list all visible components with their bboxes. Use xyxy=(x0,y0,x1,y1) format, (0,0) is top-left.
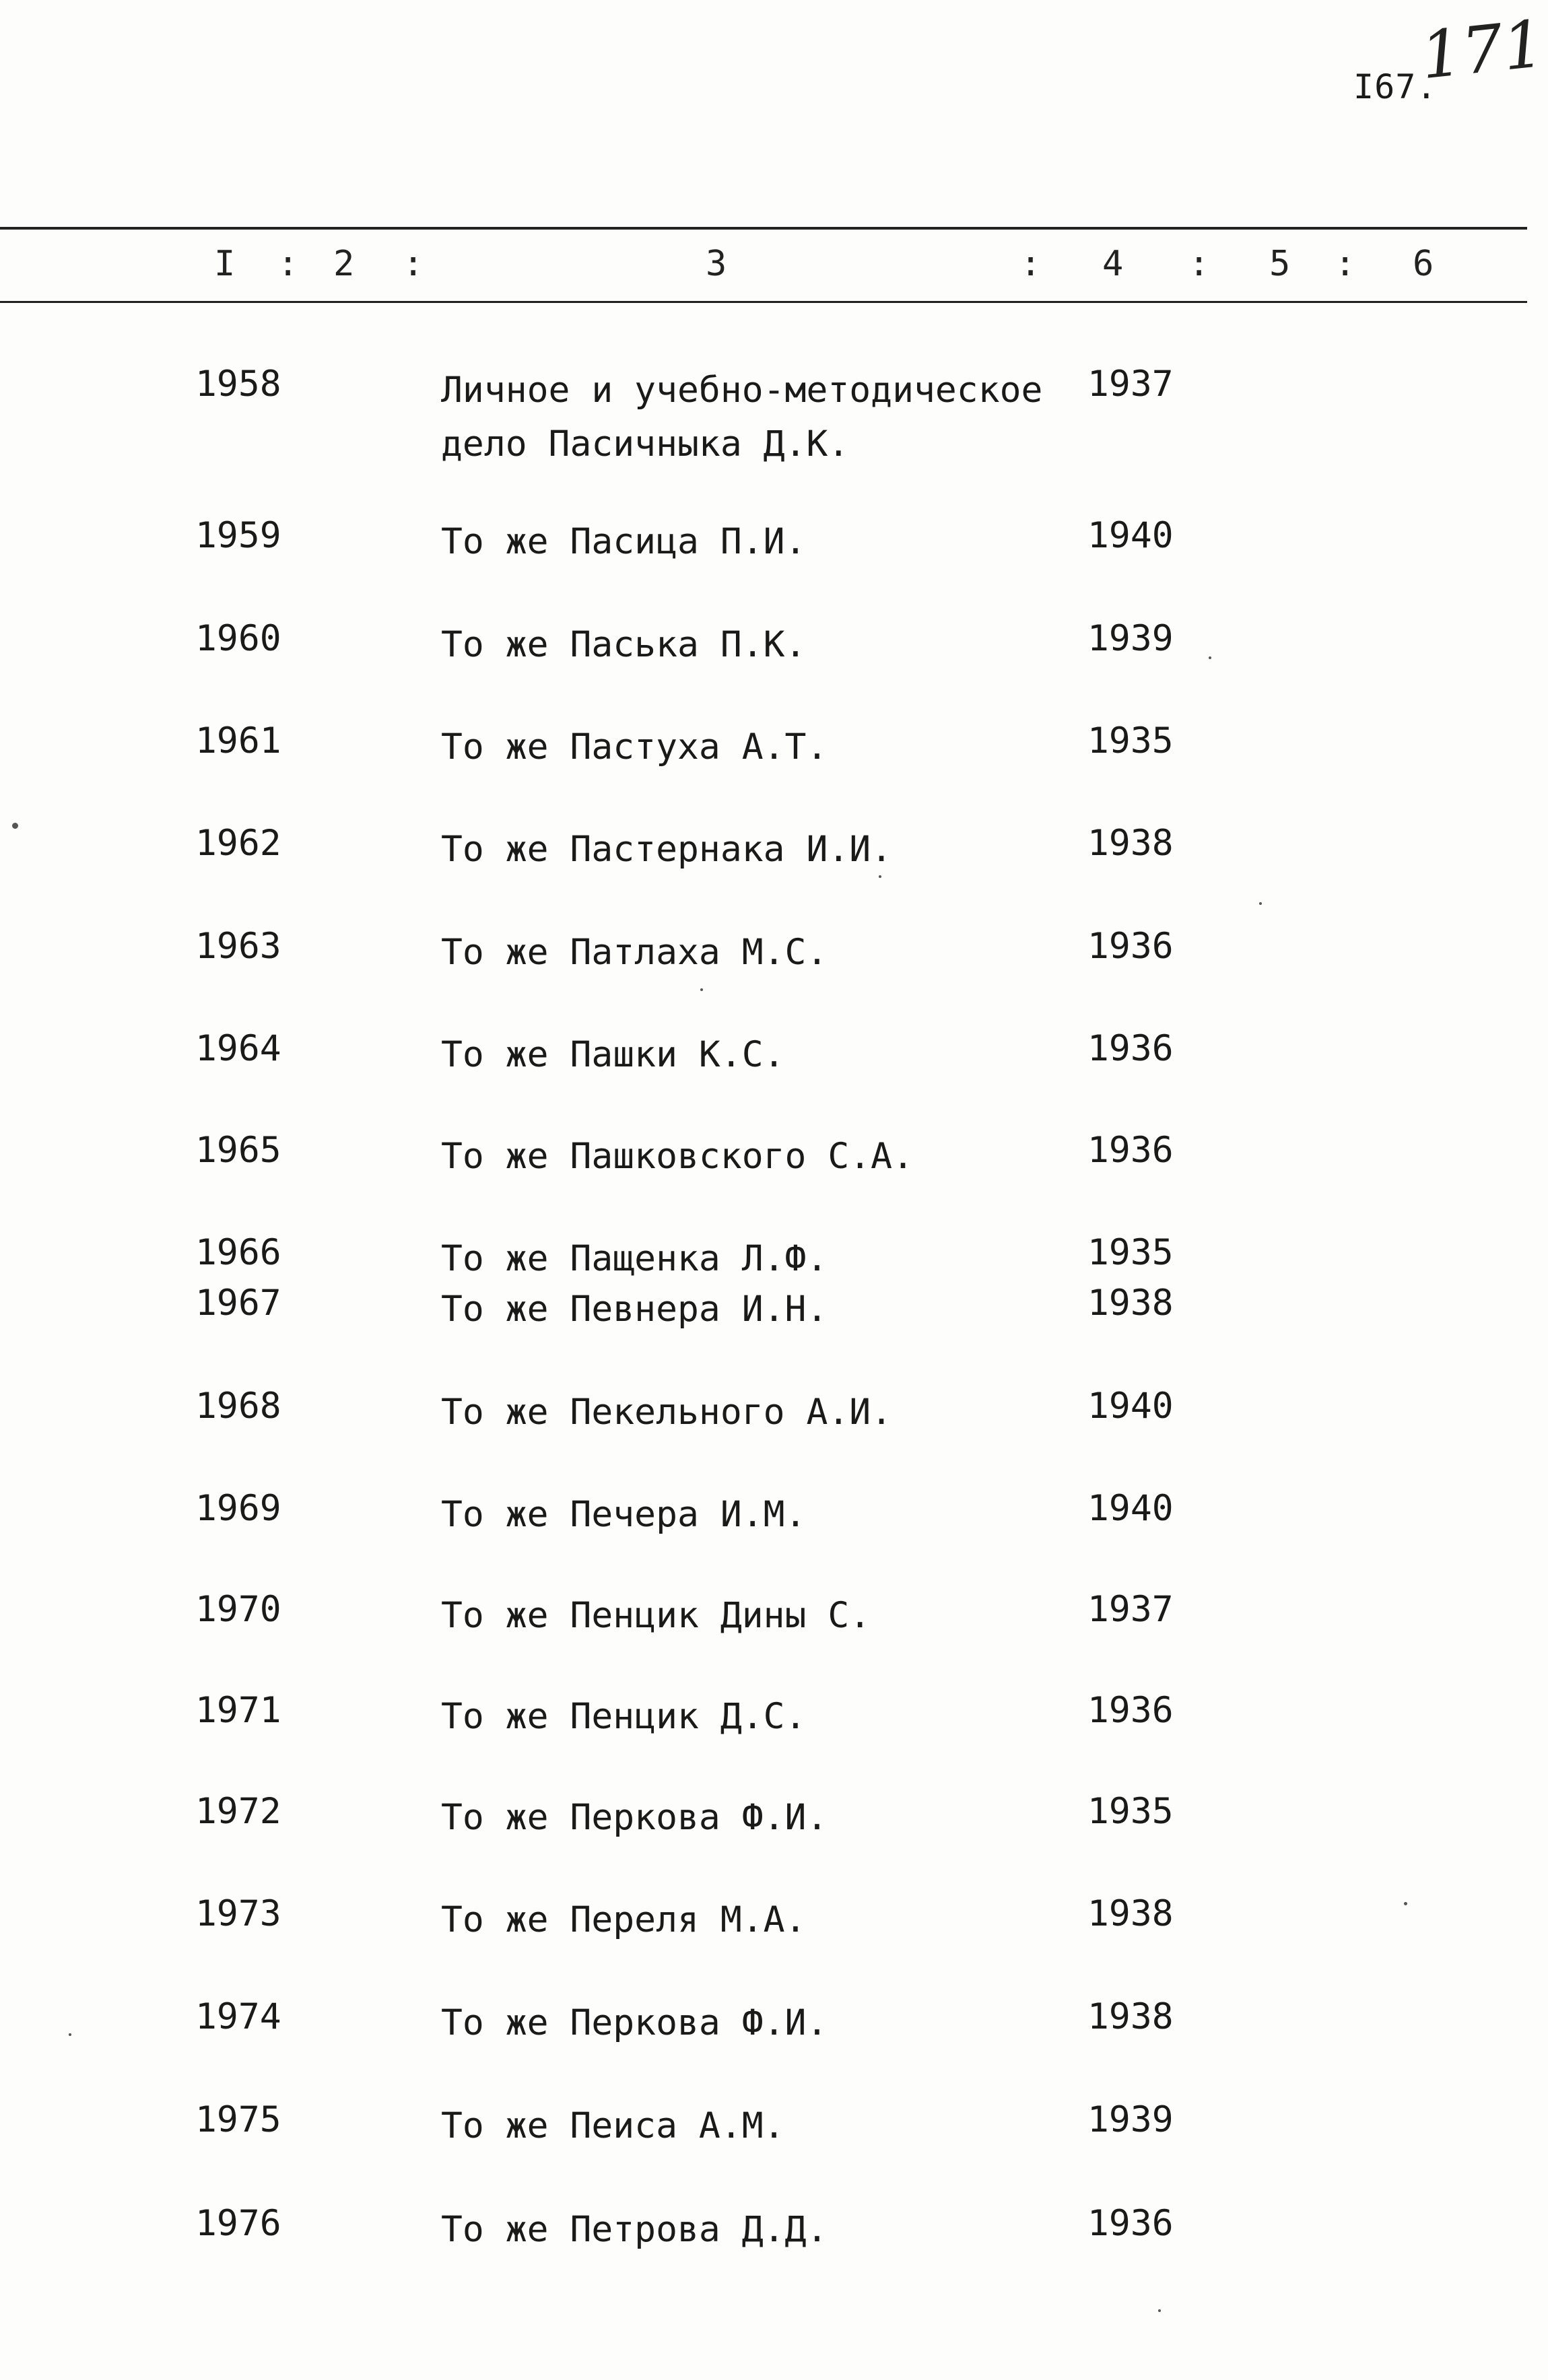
record-number: 1967 xyxy=(195,1283,281,1324)
header-col-4: 4 xyxy=(1102,244,1124,284)
record-number: 1974 xyxy=(195,1996,281,2037)
record-title-line: То же Пенцик Дины С. xyxy=(441,1595,871,1636)
header-sep-1: : xyxy=(277,244,299,284)
record-title-line: То же Пастернака И.И. xyxy=(441,829,893,870)
record-title-line: То же Пеиса А.М. xyxy=(441,2105,785,2146)
record-year: 1938 xyxy=(1087,1893,1174,1934)
record-title xyxy=(441,1130,914,1184)
record-title xyxy=(441,1283,828,1336)
record-number: 1960 xyxy=(195,618,281,659)
record-title xyxy=(441,1386,892,1439)
record-title-line: То же Перкова Ф.И. xyxy=(441,1797,828,1838)
record-title-line: Личное и учебно-методическое xyxy=(441,370,1043,411)
record-year: 1940 xyxy=(1087,1488,1174,1529)
record-title-line: То же Пашковского С.А. xyxy=(441,1136,914,1177)
handwritten-page-number: 171 xyxy=(1417,5,1548,94)
record-title-line: То же Певнера И.Н. xyxy=(441,1289,828,1330)
record-number: 1963 xyxy=(195,926,281,967)
record-number: 1975 xyxy=(195,2099,281,2140)
record-title-line: дело Пасичныка Д.К. xyxy=(441,423,850,465)
record-year: 1935 xyxy=(1087,1791,1174,1832)
record-title-line: То же Переля М.А. xyxy=(441,1899,807,1940)
record-title-line: То же Пекельного А.И. xyxy=(441,1392,893,1433)
record-title xyxy=(441,1028,785,1082)
record-title-line: То же Печера И.М. xyxy=(441,1494,807,1535)
record-year: 1939 xyxy=(1087,618,1174,659)
record-number: 1966 xyxy=(195,1232,281,1273)
record-title-line: То же Пастуха А.Т. xyxy=(441,726,828,768)
header-sep-3: : xyxy=(1020,244,1042,284)
record-year: 1935 xyxy=(1087,1232,1174,1273)
record-year: 1936 xyxy=(1087,1130,1174,1171)
record-number: 1961 xyxy=(195,720,281,761)
record-title xyxy=(441,1893,806,1947)
table-top-rule xyxy=(0,227,1527,230)
record-number: 1976 xyxy=(195,2203,281,2244)
record-year: 1938 xyxy=(1087,1283,1174,1324)
record-number: 1969 xyxy=(195,1488,281,1529)
record-title xyxy=(441,1791,828,1845)
record-number: 1964 xyxy=(195,1028,281,1069)
record-title-line: То же Пенцик Д.С. xyxy=(441,1696,807,1737)
record-title-line: То же Патлаха М.С. xyxy=(441,932,828,973)
record-year: 1938 xyxy=(1087,1996,1174,2037)
typed-page-number: I67. xyxy=(1353,67,1438,106)
record-title xyxy=(441,364,1042,471)
table-header-rule xyxy=(0,301,1527,303)
header-col-2: 2 xyxy=(333,244,355,284)
record-year: 1936 xyxy=(1087,1028,1174,1069)
record-title xyxy=(441,618,806,672)
record-title xyxy=(441,720,828,774)
record-year: 1940 xyxy=(1087,515,1174,556)
record-title-line: То же Пащенка Л.Ф. xyxy=(441,1238,828,1279)
record-title xyxy=(441,515,806,569)
record-number: 1972 xyxy=(195,1791,281,1832)
record-title xyxy=(441,926,828,980)
record-title xyxy=(441,1488,806,1542)
record-year: 1937 xyxy=(1087,1589,1174,1630)
record-title xyxy=(441,2099,785,2153)
record-title xyxy=(441,1232,828,1286)
header-col-1: I xyxy=(214,244,236,284)
header-col-3: 3 xyxy=(706,244,727,284)
record-number: 1962 xyxy=(195,823,281,864)
header-sep-4: : xyxy=(1188,244,1210,284)
record-title xyxy=(441,823,892,877)
record-number: 1968 xyxy=(195,1386,281,1427)
record-year: 1940 xyxy=(1087,1386,1174,1427)
record-title xyxy=(441,1589,871,1643)
record-title-line: То же Перкова Ф.И. xyxy=(441,2002,828,2043)
record-title-line: То же Паська П.К. xyxy=(441,624,807,665)
record-number: 1971 xyxy=(195,1690,281,1731)
record-number: 1965 xyxy=(195,1130,281,1171)
record-title xyxy=(441,1690,806,1744)
record-title-line: То же Пасица П.И. xyxy=(441,521,807,562)
record-year: 1935 xyxy=(1087,720,1174,761)
record-title xyxy=(441,2203,828,2257)
record-number: 1959 xyxy=(195,515,281,556)
record-title-line: То же Петрова Д.Д. xyxy=(441,2209,828,2250)
record-number: 1970 xyxy=(195,1589,281,1630)
record-year: 1936 xyxy=(1087,2203,1174,2244)
record-year: 1936 xyxy=(1087,926,1174,967)
header-col-5: 5 xyxy=(1269,244,1291,284)
header-col-6: 6 xyxy=(1413,244,1434,284)
record-number: 1973 xyxy=(195,1893,281,1934)
record-year: 1938 xyxy=(1087,823,1174,864)
record-year: 1937 xyxy=(1087,364,1174,405)
header-sep-5: : xyxy=(1335,244,1356,284)
header-sep-2: : xyxy=(403,244,424,284)
record-year: 1936 xyxy=(1087,1690,1174,1731)
record-number: 1958 xyxy=(195,364,281,405)
record-title xyxy=(441,1996,828,2050)
record-title-line: То же Пашки К.С. xyxy=(441,1034,785,1075)
record-year: 1939 xyxy=(1087,2099,1174,2140)
